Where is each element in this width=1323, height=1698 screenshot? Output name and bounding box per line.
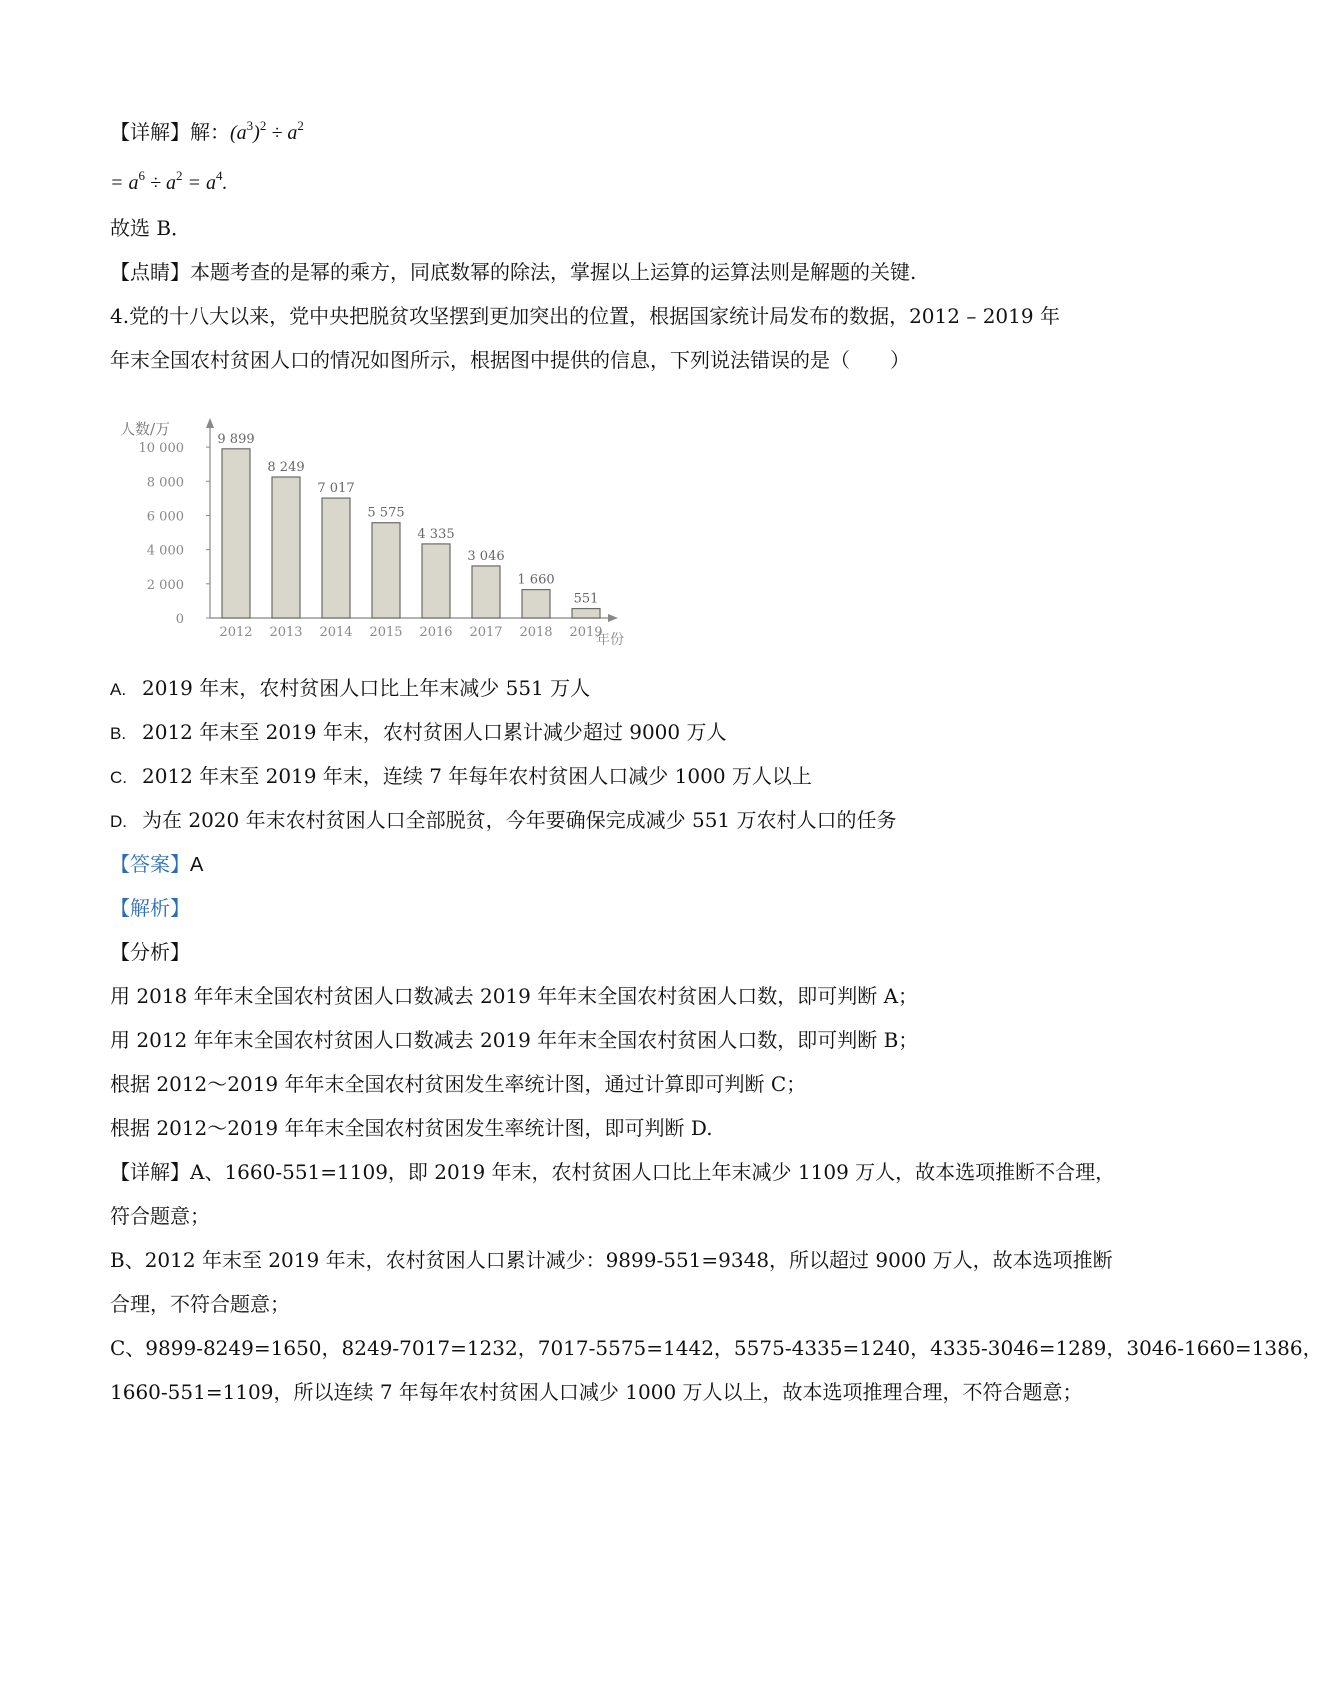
data-label-2013: 8 249 <box>267 460 305 476</box>
fenxi-label: 【分析】 <box>110 940 190 964</box>
y-tick-label: 8 000 <box>146 475 184 491</box>
math-expression-2: = $a^6 \div a^2 = a^4$. <box>110 168 228 194</box>
math-expression-1: $(a^3)^2 \div a^2$ <box>230 118 304 144</box>
data-label-2017: 3 046 <box>467 548 505 564</box>
data-label-2014: 7 017 <box>317 481 355 497</box>
xiangjie-line-1: 【详解】A、1660-551=1109，即 2019 年末，农村贫困人口比上年末减少 1109 万人，故本选项推断不合理， <box>110 1160 1116 1184</box>
xiangjie-line-5: C、9899-8249=1650，8249-7017=1232，7017-5575=1442，5575-4335=1240，4335-3046=1289，3046-1660=1386， <box>110 1336 1323 1360</box>
bar-chart <box>120 418 648 700</box>
fenxi-line-1: 用 2018 年年末全国农村贫困人口数减去 2019 年年末全国农村贫困人口数，即可判断 A； <box>110 984 919 1008</box>
xiangjie-line-2: 符合题意； <box>110 1204 210 1228</box>
x-tick-label-2016: 2016 <box>419 625 453 640</box>
y-tick-label: 6 000 <box>146 509 184 525</box>
x-tick-label-2018: 2018 <box>519 625 553 640</box>
point-text: 本题考查的是幂的乘方，同底数幂的除法，掌握以上运算的运算法则是解题的关键. <box>190 260 917 284</box>
option-a[interactable]: A. 2019 年末，农村贫困人口比上年末减少 551 万人 <box>110 676 591 700</box>
analysis-label: 【解析】 <box>110 896 190 920</box>
bar-2014 <box>322 498 350 618</box>
x-tick-label-2013: 2013 <box>269 625 303 640</box>
xiangjie-line-6: 1660-551=1109，所以连续 7 年每年农村贫困人口减少 1000 万人以上，故本选项推理合理，不符合题意； <box>110 1380 1083 1404</box>
math-line-2 <box>110 162 227 197</box>
point-label: 【点睛】 <box>110 260 190 284</box>
detail-label: 【详解】 <box>110 120 190 144</box>
bar-2012 <box>222 449 250 618</box>
question-4-line-1: 4.党的十八大以来，党中央把脱贫攻坚摆到更加突出的位置，根据国家统计局发布的数据，2012 – 2019 年 <box>110 304 1060 328</box>
y-tick-label: 2 000 <box>146 577 184 593</box>
solve-prefix: 解： <box>190 120 230 144</box>
answer-label: 【答案】 <box>110 852 190 876</box>
data-label-2018: 1 660 <box>517 572 555 588</box>
answer-value: A <box>190 854 204 876</box>
option-d[interactable]: D. 为在 2020 年末农村贫困人口全部脱贫，今年要确保完成减少 551 万农村人口的任务 <box>110 808 897 832</box>
fenxi-line-2: 用 2012 年年末全国农村贫困人口数减去 2019 年年末全国农村贫困人口数，即可判断 B； <box>110 1028 919 1052</box>
question-4-line-2: 年末全国农村贫困人口的情况如图所示，根据图中提供的信息，下列说法错误的是（ ） <box>110 348 910 372</box>
x-tick-label-2012: 2012 <box>219 625 253 640</box>
xiangjie-label: 【详解】 <box>110 1160 190 1184</box>
bar-2013 <box>272 477 300 618</box>
y-ticks <box>139 441 211 627</box>
fenxi-line-3: 根据 2012～2019 年年末全国农村贫困发生率统计图，通过计算即可判断 C； <box>110 1072 807 1096</box>
x-tick-label-2015: 2015 <box>369 625 403 640</box>
chart-axes <box>206 418 618 622</box>
x-tick-label-2019: 2019 <box>569 625 603 640</box>
bar-2019 <box>572 609 600 618</box>
detail-line <box>110 112 304 147</box>
option-c[interactable]: C. 2012 年末至 2019 年末，连续 7 年每年农村贫困人口减少 1000 万人以上 <box>110 764 812 788</box>
bar-2018 <box>522 590 550 618</box>
x-axis-label: 年份 <box>596 632 624 648</box>
x-tick-labels <box>219 625 602 640</box>
bar-2017 <box>472 566 500 618</box>
answer-line <box>110 850 203 879</box>
data-label-2016: 4 335 <box>417 526 455 542</box>
x-tick-label-2014: 2014 <box>319 625 353 640</box>
y-tick-label: 4 000 <box>146 543 184 559</box>
xiangjie-line-4: 合理，不符合题意； <box>110 1292 290 1316</box>
x-axis-arrow <box>608 614 618 622</box>
xiangjie-line-3: B、2012 年末至 2019 年末，农村贫困人口累计减少：9899-551=9348，所以超过 9000 万人，故本选项推断 <box>110 1248 1113 1272</box>
point-line <box>110 258 916 286</box>
y-tick-label: 10 000 <box>138 441 184 457</box>
data-label-2012: 9 899 <box>217 431 255 447</box>
x-tick-label-2017: 2017 <box>469 625 503 640</box>
bar-2016 <box>422 544 450 618</box>
y-axis-label: 人数/万 <box>120 420 171 438</box>
y-axis-arrow <box>206 418 214 428</box>
bar-2015 <box>372 523 400 618</box>
bars <box>217 432 600 618</box>
data-label-2019: 551 <box>573 591 599 607</box>
y-tick-label: 0 <box>175 612 184 627</box>
fenxi-line-4: 根据 2012～2019 年年末全国农村贫困发生率统计图，即可判断 D. <box>110 1116 713 1140</box>
choose-b: 故选 B． <box>110 216 192 240</box>
option-b[interactable]: B. 2012 年末至 2019 年末，农村贫困人口累计减少超过 9000 万人 <box>110 720 727 744</box>
data-label-2015: 5 575 <box>367 505 405 521</box>
